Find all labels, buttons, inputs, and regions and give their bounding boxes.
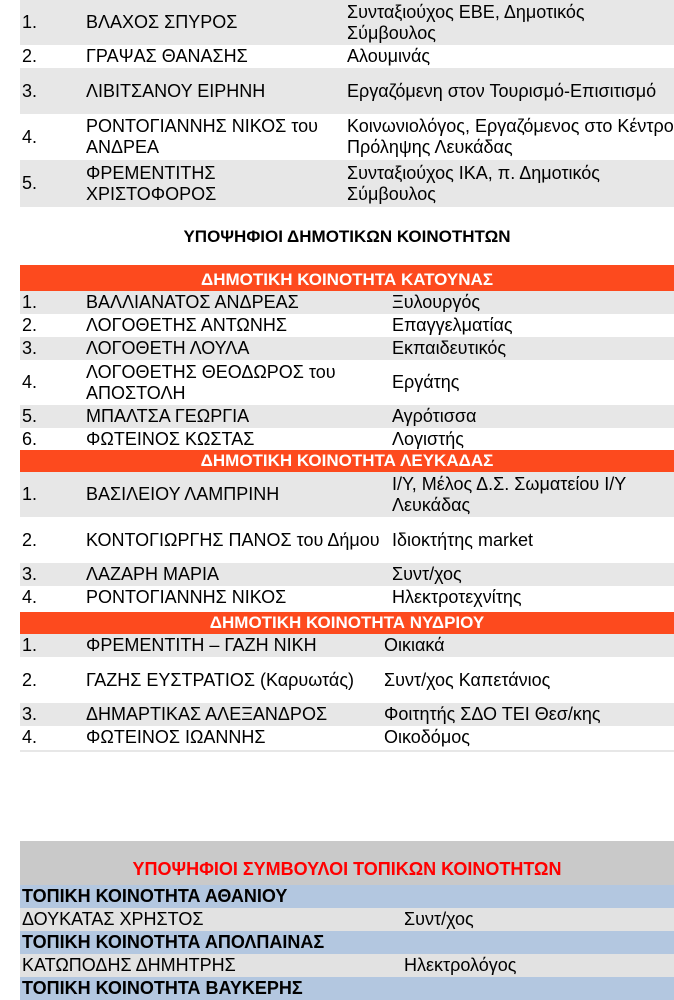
local-title: ΤΟΠΙΚΗ ΚΟΙΝΟΤΗΤΑ ΑΘΑΝΙΟΥ bbox=[20, 885, 674, 908]
candidate-name: ΜΠΑΛΤΣΑ ΓΕΩΡΓΙΑ bbox=[86, 405, 392, 428]
row-number: 1. bbox=[20, 472, 86, 517]
table-row bbox=[20, 703, 674, 726]
row-number: 3. bbox=[20, 703, 86, 726]
community-title: ΔΗΜΟΤΙΚΗ ΚΟΙΝΟΤΗΤΑ ΛΕΥΚΑΔΑΣ bbox=[20, 450, 674, 472]
community-nydri-table bbox=[20, 612, 674, 749]
row-number: 6. bbox=[22, 428, 38, 449]
row-number: 5. bbox=[20, 160, 86, 207]
candidate-name: ΛΟΓΟΘΕΤΗΣ ΑΝΤΩΝΗΣ bbox=[86, 315, 287, 335]
table-row bbox=[20, 908, 674, 931]
candidate-occupation: Ιδιοκτήτης market bbox=[392, 529, 533, 550]
candidate-name: ΛΟΓΟΘΕΤΗ ΛΟΥΛΑ bbox=[86, 337, 392, 360]
row-number: 1. bbox=[20, 0, 86, 45]
row-number: 4. bbox=[22, 372, 38, 392]
table-row bbox=[20, 45, 674, 68]
candidate-name: ΛΟΓΟΘΕΤΗΣ ΘΕΟΔΩΡΟΣ του ΑΠΟΣΤΟΛΗ bbox=[86, 361, 336, 403]
candidate-occupation: Εργάτης bbox=[392, 372, 460, 392]
candidate-occupation: Λογιστής bbox=[392, 428, 464, 449]
candidate-occupation: Εκπαιδευτικός bbox=[392, 337, 674, 360]
candidate-occupation: Συντ/χος bbox=[392, 563, 674, 586]
community-title-row bbox=[20, 269, 674, 291]
candidate-name: ΒΛΑΧΟΣ ΣΠΥΡΟΣ bbox=[86, 0, 347, 45]
table-row bbox=[20, 954, 674, 977]
candidate-name: ΒΑΣΙΛΕΙΟΥ ΛΑΜΠΡΙΝΗ bbox=[86, 472, 392, 517]
row-number: 4. bbox=[22, 126, 38, 147]
candidate-occupation: Οικιακά bbox=[384, 634, 674, 657]
candidate-name: ΒΑΛΛΙΑΝΑΤΟΣ ΑΝΔΡΕΑΣ bbox=[86, 291, 392, 314]
candidate-occupation: Συντ/χος bbox=[404, 908, 674, 931]
candidate-name: ΦΩΤΕΙΝΟΣ ΙΩΑΝΝΗΣ bbox=[86, 727, 266, 747]
candidate-occupation: Αγρότισσα bbox=[392, 405, 674, 428]
top-candidates-table bbox=[20, 0, 674, 207]
table-row bbox=[20, 472, 674, 517]
local-title: ΤΟΠΙΚΗ ΚΟΙΝΟΤΗΤΑ ΑΠΟΛΠΑΙΝΑΣ bbox=[20, 931, 674, 954]
row-number: 2. bbox=[22, 46, 38, 66]
candidate-occupation: Ηλεκτρολόγος bbox=[404, 954, 674, 977]
candidate-name: ΔΗΜΑΡΤΙΚΑΣ ΑΛΕΞΑΝΔΡΟΣ bbox=[86, 703, 384, 726]
row-number: 5. bbox=[20, 405, 86, 428]
local-title-row bbox=[20, 977, 674, 1000]
table-row bbox=[20, 726, 674, 749]
row-number: 1. bbox=[20, 634, 86, 657]
row-shade bbox=[20, 750, 674, 752]
table-row bbox=[20, 405, 674, 428]
candidate-name: ΚΟΝΤΟΓΙΩΡΓΗΣ ΠΑΝΟΣ του Δήμου bbox=[86, 529, 380, 550]
candidate-occupation: Συνταξιούχος ΙΚΑ, π. Δημοτικός Σύμβουλος bbox=[347, 160, 674, 207]
local-title-row bbox=[20, 931, 674, 954]
table-row bbox=[20, 0, 674, 45]
candidate-occupation: Κοινωνιολόγος, Εργαζόμενος στο Κέντρο Πρόληψης Λευκάδας bbox=[347, 116, 674, 157]
candidate-name: ΦΩΤΕΙΝΟΣ ΚΩΣΤΑΣ bbox=[86, 428, 255, 449]
candidate-name: ΓΑΖΗΣ ΕΥΣΤΡΑΤΙΟΣ (Καρυωτάς) bbox=[86, 669, 354, 690]
local-heading-box bbox=[20, 841, 674, 885]
table-row bbox=[20, 314, 674, 337]
candidate-occupation: Φοιτητής ΣΔΟ ΤΕΙ Θεσ/κης bbox=[384, 703, 674, 726]
table-row bbox=[20, 68, 674, 114]
section-heading: ΥΠΟΨΗΦΙΟΙ ΔΗΜΟΤΙΚΩΝ ΚΟΙΝΟΤΗΤΩΝ bbox=[183, 227, 511, 246]
candidate-occupation: Ξυλουργός bbox=[392, 291, 674, 314]
candidate-occupation: Οικοδόμος bbox=[384, 727, 470, 747]
row-number: 4. bbox=[22, 727, 38, 747]
community-title: ΔΗΜΟΤΙΚΗ ΚΟΙΝΟΤΗΤΑ ΝΥΔΡΙΟΥ bbox=[20, 612, 674, 634]
row-number: 2. bbox=[22, 315, 38, 335]
row-number: 1. bbox=[20, 291, 86, 314]
candidate-name: ΛΙΒΙΤΣΑΝΟΥ ΕΙΡΗΝΗ bbox=[86, 68, 347, 114]
candidate-occupation: Συντ/χος Καπετάνιος bbox=[384, 669, 551, 690]
table-row bbox=[20, 634, 674, 657]
row-number: 3. bbox=[20, 563, 86, 586]
local-candidates-table bbox=[20, 885, 674, 1000]
local-title: ΤΟΠΙΚΗ ΚΟΙΝΟΤΗΤΑ ΒΑΥΚΕΡΗΣ bbox=[20, 977, 674, 1000]
table-row bbox=[20, 517, 674, 563]
candidate-name: ΚΑΤΩΠΟΔΗΣ ΔΗΜΗΤΡΗΣ bbox=[20, 954, 404, 977]
community-candidates-table bbox=[20, 269, 674, 608]
table-row bbox=[20, 114, 674, 160]
candidate-occupation: Συνταξιούχος ΕΒΕ, Δημοτικός Σύμβουλος bbox=[347, 0, 674, 45]
community-title-row bbox=[20, 612, 674, 634]
candidate-name: ΛΑΖΑΡΗ ΜΑΡΙΑ bbox=[86, 563, 392, 586]
local-title-row bbox=[20, 885, 674, 908]
row-number: 3. bbox=[20, 337, 86, 360]
candidate-name: ΦΡΕΜΕΝΤΙΤΗ – ΓΑΖΗ ΝΙΚΗ bbox=[86, 634, 384, 657]
candidate-name: ΡΟΝΤΟΓΙΑΝΝΗΣ ΝΙΚΟΣ bbox=[86, 586, 287, 607]
candidate-occupation: Εργαζόμενη στον Τουρισμό-Επισιτισμό bbox=[347, 68, 674, 114]
candidate-occupation: Ι/Υ, Μέλος Δ.Σ. Σωματείου Ι/Υ Λευκάδας bbox=[392, 472, 674, 517]
candidate-occupation: Ηλεκτροτεχνίτης bbox=[392, 586, 522, 607]
row-number: 4. bbox=[22, 586, 38, 607]
table-row bbox=[20, 337, 674, 360]
candidate-occupation: Επαγγελματίας bbox=[392, 315, 513, 335]
table-row bbox=[20, 360, 674, 405]
candidate-name: ΓΡΑΨΑΣ ΘΑΝΑΣΗΣ bbox=[86, 46, 248, 66]
candidate-name: ΦΡΕΜΕΝΤΙΤΗΣ ΧΡΙΣΤΟΦΟΡΟΣ bbox=[86, 160, 347, 207]
row-number: 2. bbox=[22, 669, 38, 690]
local-heading: ΥΠΟΨΗΦΙΟΙ ΣΥΜΒΟΥΛΟΙ ΤΟΠΙΚΩΝ ΚΟΙΝΟΤΗΤΩΝ bbox=[132, 859, 562, 879]
community-title-row bbox=[20, 450, 674, 472]
table-row bbox=[20, 291, 674, 314]
table-row bbox=[20, 160, 674, 207]
table-row bbox=[20, 563, 674, 586]
table-row bbox=[20, 428, 674, 450]
row-number: 3. bbox=[20, 68, 86, 114]
table-row bbox=[20, 586, 674, 608]
candidate-occupation: Αλουμινάς bbox=[347, 46, 431, 66]
community-title: ΔΗΜΟΤΙΚΗ ΚΟΙΝΟΤΗΤΑ ΚΑΤΟΥΝΑΣ bbox=[20, 269, 674, 291]
candidate-name: ΡΟΝΤΟΓΙΑΝΝΗΣ ΝΙΚΟΣ του ΑΝΔΡΕΑ bbox=[86, 116, 319, 157]
table-row bbox=[20, 657, 674, 703]
candidate-name: ΔΟΥΚΑΤΑΣ ΧΡΗΣΤΟΣ bbox=[20, 908, 404, 931]
row-number: 2. bbox=[22, 529, 38, 550]
